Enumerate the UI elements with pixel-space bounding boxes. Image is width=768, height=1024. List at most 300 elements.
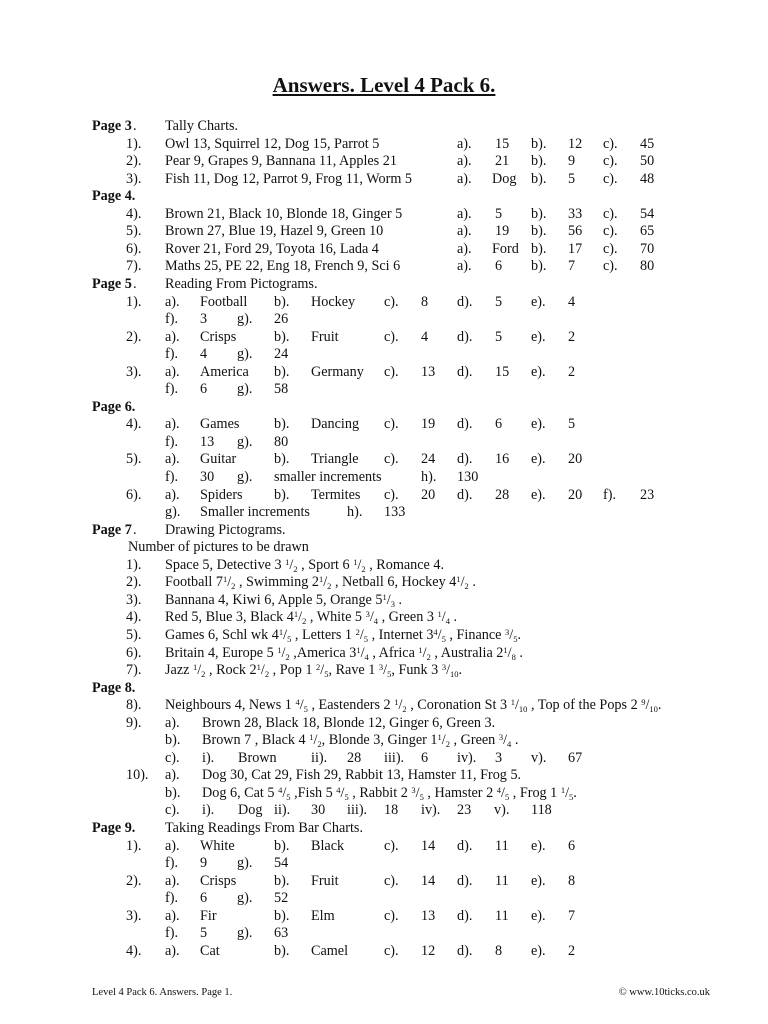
answer-text: 5 [568, 416, 576, 433]
answer-text: 10). [126, 767, 149, 784]
answer-text: 6 [495, 416, 503, 433]
answer-text: c). [384, 486, 399, 503]
answer-text: 130 [457, 469, 479, 485]
answer-text: 11 [495, 907, 509, 924]
answer-line [0, 785, 768, 803]
answer-line [0, 574, 768, 592]
answer-text: Brown [238, 749, 277, 766]
answer-text: a). [165, 907, 180, 924]
answer-text: g). [237, 381, 253, 398]
answer-text: 2 [568, 363, 576, 380]
answer-text: e). [531, 907, 546, 924]
answer-text: 14 [421, 872, 436, 889]
answer-text: Bannana 4, Kiwi 6, Apple 5, Orange $5^1/_3$ . [165, 591, 403, 609]
answer-text: 26 [274, 311, 289, 328]
answer-text: c). [603, 240, 618, 257]
answer-text: c). [384, 293, 399, 310]
answer-text: iii). [384, 749, 405, 766]
answer-text: a). [165, 942, 180, 959]
answer-text: 8 [568, 872, 576, 889]
answer-text: b). [274, 942, 290, 959]
answer-text: e). [531, 363, 546, 380]
answer-text: 2). [126, 574, 142, 591]
answer-text: c). [603, 205, 618, 222]
answer-text: f). [165, 311, 178, 328]
answer-line [0, 680, 768, 698]
answer-line [0, 171, 768, 189]
answer-text: 30 [311, 802, 326, 819]
answer-line [0, 364, 768, 382]
answer-text: . [133, 521, 137, 538]
answer-text: d). [457, 486, 473, 503]
answer-text: 21 [495, 153, 510, 170]
answer-text: 13 [421, 907, 436, 924]
answer-line [0, 416, 768, 434]
answer-text: b). [531, 153, 547, 170]
answer-line [0, 539, 768, 557]
answer-text: Brown 27, Blue 19, Hazel 9, Green 10 [165, 223, 384, 240]
answer-text: Jazz $^1/_2$ , Rock $2^1/_2$ , Pop 1 $^2/_5$, Rave 1 $^3/_5$, Funk 3 $^3/_{10}$. [165, 662, 463, 680]
footer-copyright: © www.10ticks.co.uk [618, 987, 710, 998]
answer-text: Elm [311, 907, 335, 924]
answer-text: g). [237, 433, 253, 450]
answer-text: Football [200, 293, 248, 310]
answer-text: e). [531, 486, 546, 503]
answer-text: 6 [421, 749, 429, 766]
answer-text: Games 6, Schl wk $4^1/_5$ , Letters 1 $^2/_5$ , Internet $3^4/_5$ , Finance $^3/_5$. [165, 626, 521, 644]
answer-line [0, 311, 768, 329]
answer-text: 4 [200, 346, 208, 363]
answer-text: a). [457, 258, 472, 275]
answer-text: d). [457, 451, 473, 468]
answer-text: 16 [495, 451, 510, 468]
answer-text: 28 [495, 486, 510, 503]
answer-text: Pear 9, Grapes 9, Bannana 11, Apples 21 [165, 153, 397, 170]
answer-text: Fish 11, Dog 12, Parrot 9, Frog 11, Worm 5 [165, 170, 413, 187]
answer-text: 11 [495, 837, 509, 854]
answer-text: f). [165, 433, 178, 450]
answer-text: Smaller increments [200, 504, 310, 521]
page-heading: Page 7 [92, 521, 132, 538]
answer-text: Black [311, 837, 345, 854]
answer-text: 12 [421, 942, 436, 959]
answer-line [0, 873, 768, 891]
answer-text: 28 [347, 749, 362, 766]
answer-text: Cat [200, 942, 220, 959]
page-heading: Page 3 [92, 118, 132, 134]
answer-text: 2 [568, 328, 576, 345]
answer-text: g). [237, 925, 253, 942]
answer-text: Crisps [200, 328, 237, 345]
answer-text: a). [165, 293, 180, 310]
answer-text: 4 [421, 328, 429, 345]
answer-text: a). [165, 416, 180, 433]
answer-line [0, 451, 768, 469]
answer-text: h). [347, 504, 363, 521]
answer-text: 5 [495, 205, 503, 222]
answer-text: Red 5, Blue 3, Black $4^1/_2$ , White 5 $^3/_4$ , Green 3 $^1/_4$ . [165, 609, 458, 627]
answer-text: a). [165, 872, 180, 889]
answer-line [0, 241, 768, 259]
footer-page-label: Level 4 Pack 6. Answers. Page 1. [92, 987, 233, 998]
answer-text: Camel [311, 942, 349, 959]
answer-line [0, 609, 768, 627]
answer-text: Guitar [200, 451, 237, 468]
answer-line [0, 136, 768, 154]
answer-text: g). [165, 504, 181, 521]
answer-text: e). [531, 837, 546, 854]
answer-text: 24 [274, 346, 289, 363]
answer-text: Taking Readings From Bar Charts. [165, 820, 364, 836]
answer-text: 70 [640, 240, 655, 257]
answer-text: f). [165, 855, 178, 872]
answer-line [0, 258, 768, 276]
answer-text: 9 [200, 855, 208, 872]
answer-text: b). [165, 732, 181, 749]
page-heading: Page 5 [92, 275, 132, 292]
answer-text: 48 [640, 170, 655, 187]
answer-text: ii). [311, 749, 328, 766]
answer-text: smaller increments [274, 469, 382, 485]
answer-text: d). [457, 872, 473, 889]
answer-text: a). [457, 170, 472, 187]
answer-line [0, 294, 768, 312]
answer-text: b). [274, 416, 290, 433]
answer-text: g). [237, 346, 253, 363]
answer-line [0, 399, 768, 417]
answer-text: 7). [126, 258, 142, 275]
answer-line [0, 276, 768, 294]
answer-line [0, 697, 768, 715]
answer-text: c). [384, 363, 399, 380]
answer-text: i). [202, 802, 215, 819]
answer-text: b). [274, 451, 290, 468]
answer-text: 20 [568, 486, 583, 503]
answer-text: 5 [495, 328, 503, 345]
answer-text: g). [237, 311, 253, 328]
answer-text: iv). [457, 749, 477, 766]
answer-text: 3). [126, 591, 142, 608]
answer-text: 3). [126, 363, 142, 380]
answer-line [0, 662, 768, 680]
answer-text: 8 [421, 293, 429, 310]
answer-text: c). [384, 907, 399, 924]
answer-text: b). [531, 240, 547, 257]
answer-text: 118 [531, 802, 552, 819]
page-heading: Page 9. [92, 820, 136, 836]
answer-text: 3). [126, 907, 142, 924]
answer-text: 3 [495, 749, 503, 766]
answer-text: 6 [200, 381, 208, 398]
answer-text: Rover 21, Ford 29, Toyota 16, Lada 4 [165, 240, 379, 257]
answer-line [0, 434, 768, 452]
answer-text: Brown 7 , Black 4 $^1/_2$, Blonde 3, Ginger $1^1/_2$ , Green $^3/_4$ . [202, 732, 519, 750]
answer-text: 6). [126, 486, 142, 503]
answer-text: d). [457, 837, 473, 854]
answer-text: iii). [347, 802, 368, 819]
answer-text: Dog [238, 802, 263, 819]
answer-text: 133 [384, 504, 406, 521]
answer-line [0, 627, 768, 645]
answer-text: 7 [568, 907, 576, 924]
answer-text: 65 [640, 223, 655, 240]
answer-text: f). [165, 346, 178, 363]
answer-text: c). [384, 872, 399, 889]
answer-text: 5 [495, 293, 503, 310]
answer-line [0, 487, 768, 505]
answer-text: c). [384, 328, 399, 345]
answer-text: White [200, 837, 235, 854]
answer-text: Britain 4, Europe 5 $^1/_2$ ,America $3^1/_4$ , Africa $^1/_2$ , Australia $2^1/_8$ . [165, 644, 523, 662]
answer-text: f). [165, 925, 178, 942]
answer-text: 2 [568, 942, 576, 959]
answer-text: Maths 25, PE 22, Eng 18, French 9, Sci 6 [165, 258, 401, 275]
answer-text: d). [457, 907, 473, 924]
answer-text: 12 [568, 135, 583, 152]
answer-text: c). [603, 258, 618, 275]
answer-line [0, 118, 768, 136]
answer-text: g). [237, 469, 253, 485]
answer-text: 24 [421, 451, 436, 468]
answer-text: 17 [568, 240, 583, 257]
answer-text: 54 [274, 855, 289, 872]
answer-text: Spiders [200, 486, 243, 503]
answer-text: 63 [274, 925, 289, 942]
answer-text: h). [421, 469, 437, 485]
answer-text: 5). [126, 451, 142, 468]
answer-text: 6 [568, 837, 576, 854]
answer-line [0, 153, 768, 171]
page-title: Answers. Level 4 Pack 6. [272, 73, 496, 97]
answer-text: f). [165, 381, 178, 398]
answer-text: 58 [274, 381, 289, 398]
answer-text: Hockey [311, 293, 356, 310]
answer-text: Neighbours 4, News 1 $^4/_5$ , Eastenders 2 $^1/_2$ , Coronation St 3 $^1/_{10}$ , Top of the Pops 2 $^9/_{10}$. [165, 697, 662, 715]
answer-text: 33 [568, 205, 583, 222]
answer-text: f). [603, 486, 616, 503]
answer-text: 23 [457, 802, 472, 819]
answer-text: 11 [495, 872, 509, 889]
answer-line [0, 750, 768, 768]
answer-line [0, 732, 768, 750]
answer-text: . [133, 275, 137, 292]
answer-text: b). [531, 205, 547, 222]
answer-text: 9 [568, 153, 576, 170]
answer-text: a). [165, 837, 180, 854]
answer-line [0, 469, 768, 487]
answer-text: 15 [495, 363, 510, 380]
answer-text: 6). [126, 644, 142, 661]
answer-text: 4 [568, 293, 576, 310]
answer-line [0, 592, 768, 610]
answer-line [0, 188, 768, 206]
answer-text: d). [457, 363, 473, 380]
answer-text: 18 [384, 802, 399, 819]
answer-text: 5). [126, 626, 142, 643]
answer-text: Space 5, Detective 3 $^1/_2$ , Sport 6 $^1/_2$ , Romance 4. [165, 556, 445, 574]
answer-line [0, 943, 768, 961]
answer-text: d). [457, 293, 473, 310]
answer-text: d). [457, 942, 473, 959]
answer-line [0, 504, 768, 522]
answer-text: Dog 6, Cat 5 $^4/_5$ ,Fish 5 $^4/_5$ , Rabbit 2 $^3/_5$ , Hamster 2 $^4/_5$ , Frog 1 $^1/_5$. [202, 784, 577, 802]
answer-text: 50 [640, 153, 655, 170]
answer-text: c). [603, 135, 618, 152]
answer-text: 8). [126, 697, 142, 714]
answer-text: f). [165, 469, 178, 485]
answer-text: . [133, 118, 137, 134]
answer-text: Football $7^1/_2$ , Swimming $2^1/_2$ , Netball 6, Hockey $4^1/_2$ . [165, 574, 476, 592]
answer-line [0, 715, 768, 733]
answer-text: Ford [492, 240, 519, 257]
answer-text: 52 [274, 890, 289, 907]
answer-text: 56 [568, 223, 583, 240]
answer-text: f). [165, 890, 178, 907]
answer-text: v). [494, 802, 510, 819]
answer-text: b). [531, 170, 547, 187]
answer-text: d). [457, 416, 473, 433]
answer-text: 23 [640, 486, 655, 503]
answer-text: a). [457, 135, 472, 152]
answer-text: 14 [421, 837, 436, 854]
answer-line [0, 329, 768, 347]
answer-text: iv). [421, 802, 441, 819]
answer-text: c). [384, 416, 399, 433]
answer-text: 13 [200, 433, 215, 450]
answer-text: 3). [126, 170, 142, 187]
answer-text: 15 [495, 135, 510, 152]
answer-text: 54 [640, 205, 655, 222]
answer-text: e). [531, 872, 546, 889]
answer-text: c). [384, 837, 399, 854]
answer-text: a). [165, 328, 180, 345]
answer-line [0, 855, 768, 873]
answer-line [0, 925, 768, 943]
answer-text: a). [457, 240, 472, 257]
answer-text: Dog 30, Cat 29, Fish 29, Rabbit 13, Hamster 11, Frog 5. [202, 767, 522, 784]
answer-text: a). [457, 223, 472, 240]
answer-text: a). [457, 153, 472, 170]
answer-text: 80 [640, 258, 655, 275]
answer-text: c). [603, 153, 618, 170]
answer-text: 3 [200, 311, 208, 328]
answer-text: 1). [126, 837, 142, 854]
answer-text: 19 [421, 416, 436, 433]
answer-text: Fruit [311, 872, 339, 889]
answer-text: 67 [568, 749, 583, 766]
answer-text: b). [274, 328, 290, 345]
answer-text: Games [200, 416, 240, 433]
answer-line [0, 820, 768, 838]
answer-text: g). [237, 855, 253, 872]
answer-text: 20 [568, 451, 583, 468]
answer-text: b). [274, 872, 290, 889]
answer-text: b). [274, 363, 290, 380]
answer-line [0, 206, 768, 224]
answer-text: c). [603, 223, 618, 240]
answer-text: c). [384, 942, 399, 959]
answer-text: Dog [492, 170, 517, 187]
answer-line [0, 838, 768, 856]
answer-text: c). [603, 170, 618, 187]
answer-text: 2). [126, 328, 142, 345]
answer-text: Tally Charts. [165, 118, 239, 134]
answer-text: 8 [495, 942, 503, 959]
answer-text: 2). [126, 872, 142, 889]
answer-line [0, 645, 768, 663]
answer-text: Drawing Pictograms. [165, 521, 286, 538]
answer-text: 4). [126, 416, 142, 433]
answer-text: 5). [126, 223, 142, 240]
answer-text: a). [165, 486, 180, 503]
answer-line [0, 557, 768, 575]
answer-line [0, 346, 768, 364]
answer-line [0, 381, 768, 399]
answer-text: b). [531, 223, 547, 240]
answer-text: c). [384, 451, 399, 468]
answer-text: Triangle [311, 451, 359, 468]
answer-text: e). [531, 451, 546, 468]
answer-text: a). [165, 767, 180, 784]
answer-text: a). [165, 714, 180, 731]
answer-text: c). [165, 749, 180, 766]
answer-text: ii). [274, 802, 291, 819]
answer-text: 13 [421, 363, 436, 380]
answer-text: d). [457, 328, 473, 345]
answer-text: a). [165, 363, 180, 380]
answer-line [0, 908, 768, 926]
answer-text: e). [531, 328, 546, 345]
answer-text: Brown 28, Black 18, Blonde 12, Ginger 6, Green 3. [202, 714, 496, 731]
answer-text: i). [202, 749, 215, 766]
answer-line [0, 802, 768, 820]
answer-text: e). [531, 293, 546, 310]
answer-text: Fir [200, 907, 217, 924]
answer-text: b). [165, 784, 181, 801]
answer-text: c). [165, 802, 180, 819]
page-heading: Page 8. [92, 679, 136, 696]
answer-text: America [200, 363, 249, 380]
answer-text: 6 [200, 890, 208, 907]
answer-text: Dancing [311, 416, 360, 433]
answer-text: 19 [495, 223, 510, 240]
answer-text: Germany [311, 363, 364, 380]
answer-line [0, 522, 768, 540]
answer-text: 20 [421, 486, 436, 503]
answer-text: 80 [274, 433, 289, 450]
answer-text: 4). [126, 205, 142, 222]
answer-text: 1). [126, 135, 142, 152]
answer-text: 1). [126, 293, 142, 310]
answer-text: e). [531, 416, 546, 433]
page-heading: Page 4. [92, 188, 136, 205]
answer-text: 5 [200, 925, 208, 942]
answer-text: e). [531, 942, 546, 959]
answer-text: Fruit [311, 328, 339, 345]
answer-text: 6). [126, 240, 142, 257]
answer-text: Termites [311, 486, 361, 503]
page-heading: Page 6. [92, 398, 136, 415]
answer-line [0, 767, 768, 785]
answer-text: v). [531, 749, 547, 766]
answer-text: b). [531, 135, 547, 152]
answer-text: 30 [200, 469, 215, 485]
answer-text: 5 [568, 170, 576, 187]
answer-text: Brown 21, Black 10, Blonde 18, Ginger 5 [165, 205, 403, 222]
answer-text: 2). [126, 153, 142, 170]
answer-text: a). [457, 205, 472, 222]
answer-text: 45 [640, 135, 655, 152]
